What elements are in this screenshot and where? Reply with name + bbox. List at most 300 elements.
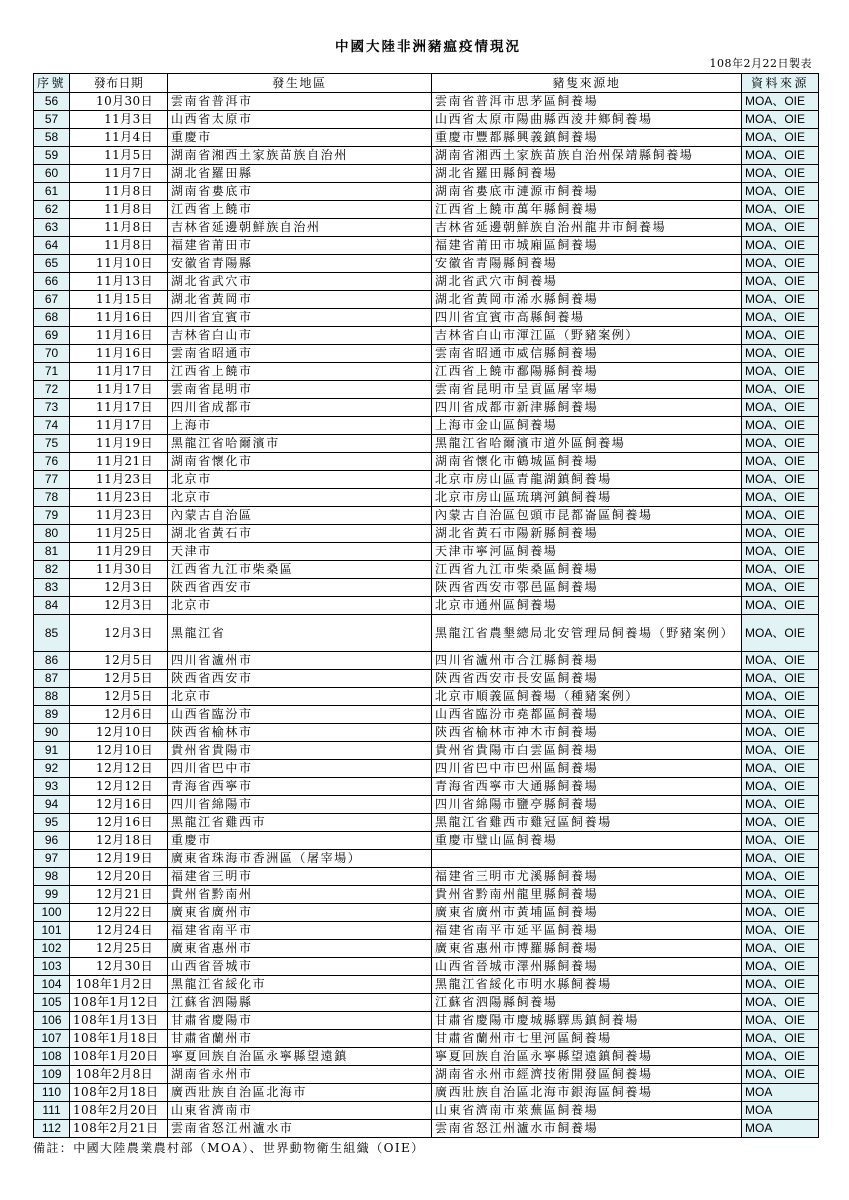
cell-date: 11月8日: [70, 201, 168, 219]
cell-source: 上海市金山區飼養場: [432, 417, 742, 435]
cell-source: 青海省西寧市大通縣飼養場: [432, 778, 742, 796]
cell-no: 78: [34, 489, 70, 507]
cell-date: 108年1月2日: [70, 976, 168, 994]
cell-ref: MOA: [742, 1084, 819, 1102]
table-row: [34, 327, 819, 345]
cell-region: 雲南省昭通市: [168, 345, 432, 363]
table-row: [34, 1012, 819, 1030]
cell-region: 江西省上饒市: [168, 201, 432, 219]
cell-date: 11月8日: [70, 237, 168, 255]
cell-no: 75: [34, 435, 70, 453]
cell-region: 重慶市: [168, 832, 432, 850]
cell-ref: MOA、OIE: [742, 922, 819, 940]
cell-no: 96: [34, 832, 70, 850]
cell-ref: MOA: [742, 1102, 819, 1120]
cell-region: 吉林省白山市: [168, 327, 432, 345]
cell-source: 貴州省貴陽市白雲區飼養場: [432, 742, 742, 760]
cell-no: 80: [34, 525, 70, 543]
cell-region: 北京市: [168, 688, 432, 706]
cell-source: 福建省三明市尤溪縣飼養場: [432, 868, 742, 886]
cell-no: 111: [34, 1102, 70, 1120]
cell-source: 湖南省懷化市鶴城區飼養場: [432, 453, 742, 471]
cell-date: 11月21日: [70, 453, 168, 471]
table-container: [33, 73, 819, 1156]
cell-region: 山西省晉城市: [168, 958, 432, 976]
cell-region: 廣東省廣州市: [168, 904, 432, 922]
cell-no: 63: [34, 219, 70, 237]
table-row: [34, 850, 819, 868]
table-row: [34, 525, 819, 543]
cell-source: 陝西省西安市鄠邑區飼養場: [432, 579, 742, 597]
cell-region: 天津市: [168, 543, 432, 561]
cell-date: 11月13日: [70, 273, 168, 291]
cell-no: 101: [34, 922, 70, 940]
cell-region: 青海省西寧市: [168, 778, 432, 796]
cell-source: 雲南省怒江州瀘水市飼養場: [432, 1120, 742, 1138]
table-row: [34, 724, 819, 742]
header-cell-date: 發布日期: [70, 74, 168, 93]
cell-no: 89: [34, 706, 70, 724]
cell-region: 江蘇省泗陽縣: [168, 994, 432, 1012]
cell-date: 11月7日: [70, 165, 168, 183]
cell-source: 天津市寧河區飼養場: [432, 543, 742, 561]
cell-date: 12月18日: [70, 832, 168, 850]
cell-date: 12月6日: [70, 706, 168, 724]
cell-ref: MOA、OIE: [742, 940, 819, 958]
cell-date: 11月16日: [70, 345, 168, 363]
cell-region: 江西省上饒市: [168, 363, 432, 381]
cell-ref: MOA、OIE: [742, 525, 819, 543]
cell-region: 四川省宜賓市: [168, 309, 432, 327]
cell-region: 山東省濟南市: [168, 1102, 432, 1120]
cell-ref: MOA、OIE: [742, 291, 819, 309]
header-row: [34, 74, 819, 93]
cell-region: 北京市: [168, 471, 432, 489]
cell-no: 86: [34, 652, 70, 670]
cell-date: 11月4日: [70, 129, 168, 147]
cell-ref: MOA、OIE: [742, 165, 819, 183]
cell-ref: MOA、OIE: [742, 381, 819, 399]
cell-ref: MOA、OIE: [742, 435, 819, 453]
cell-date: 12月3日: [70, 615, 168, 652]
cell-ref: MOA、OIE: [742, 417, 819, 435]
cell-source: 湖北省武穴市飼養場: [432, 273, 742, 291]
cell-region: 黑龍江省綏化市: [168, 976, 432, 994]
cell-region: 湖北省武穴市: [168, 273, 432, 291]
cell-region: 雲南省普洱市: [168, 93, 432, 111]
cell-region: 內蒙古自治區: [168, 507, 432, 525]
cell-date: 11月3日: [70, 111, 168, 129]
cell-date: 108年2月20日: [70, 1102, 168, 1120]
cell-ref: MOA、OIE: [742, 363, 819, 381]
cell-date: 10月30日: [70, 93, 168, 111]
table-row: [34, 507, 819, 525]
cell-date: 11月23日: [70, 471, 168, 489]
cell-ref: MOA、OIE: [742, 1030, 819, 1048]
cell-ref: MOA、OIE: [742, 471, 819, 489]
cell-region: 雲南省怒江州瀘水市: [168, 1120, 432, 1138]
cell-source: 湖南省湘西土家族苗族自治州保靖縣飼養場: [432, 147, 742, 165]
cell-ref: MOA、OIE: [742, 561, 819, 579]
cell-no: 61: [34, 183, 70, 201]
cell-region: 重慶市: [168, 129, 432, 147]
cell-date: 12月20日: [70, 868, 168, 886]
cell-ref: MOA、OIE: [742, 597, 819, 615]
cell-source: 安徽省青陽縣飼養場: [432, 255, 742, 273]
cell-region: 湖南省懷化市: [168, 453, 432, 471]
cell-date: 11月10日: [70, 255, 168, 273]
table-row: [34, 814, 819, 832]
cell-date: 12月5日: [70, 688, 168, 706]
cell-no: 64: [34, 237, 70, 255]
table-row: [34, 489, 819, 507]
table-row: [34, 435, 819, 453]
table-row: [34, 165, 819, 183]
table-row: [34, 1048, 819, 1066]
cell-date: 11月15日: [70, 291, 168, 309]
cell-no: 90: [34, 724, 70, 742]
table-row: [34, 147, 819, 165]
cell-date: 11月29日: [70, 543, 168, 561]
cell-date: 12月21日: [70, 886, 168, 904]
cell-ref: MOA、OIE: [742, 832, 819, 850]
table-row: [34, 922, 819, 940]
cell-source: 陝西省榆林市神木市飼養場: [432, 724, 742, 742]
table-row: [34, 399, 819, 417]
cell-date: 11月8日: [70, 219, 168, 237]
table-row: [34, 1066, 819, 1084]
cell-date: 12月24日: [70, 922, 168, 940]
cell-source: 雲南省昆明市呈貢區屠宰場: [432, 381, 742, 399]
cell-date: 11月25日: [70, 525, 168, 543]
cell-date: 12月22日: [70, 904, 168, 922]
cell-no: 74: [34, 417, 70, 435]
cell-region: 陝西省西安市: [168, 670, 432, 688]
cell-source: 內蒙古自治區包頭市昆都崙區飼養場: [432, 507, 742, 525]
cell-region: 湖北省黃石市: [168, 525, 432, 543]
cell-no: 99: [34, 886, 70, 904]
cell-region: 四川省綿陽市: [168, 796, 432, 814]
table-row: [34, 201, 819, 219]
cell-ref: MOA、OIE: [742, 1012, 819, 1030]
cell-ref: MOA、OIE: [742, 129, 819, 147]
cell-region: 湖北省黃岡市: [168, 291, 432, 309]
table-row: [34, 111, 819, 129]
cell-no: 71: [34, 363, 70, 381]
cell-region: 廣東省惠州市: [168, 940, 432, 958]
cell-ref: MOA、OIE: [742, 327, 819, 345]
cell-no: 110: [34, 1084, 70, 1102]
cell-no: 83: [34, 579, 70, 597]
cell-source: 四川省宜賓市高縣飼養場: [432, 309, 742, 327]
cell-date: 11月16日: [70, 309, 168, 327]
page-title: 中國大陸非洲豬瘟疫情現況: [335, 39, 521, 55]
cell-ref: MOA、OIE: [742, 724, 819, 742]
cell-ref: MOA、OIE: [742, 958, 819, 976]
cell-source: 四川省成都市新津縣飼養場: [432, 399, 742, 417]
cell-ref: MOA、OIE: [742, 886, 819, 904]
cell-date: 11月5日: [70, 147, 168, 165]
cell-no: 60: [34, 165, 70, 183]
cell-source: 吉林省白山市渾江區（野豬案例）: [432, 327, 742, 345]
table-row: [34, 561, 819, 579]
cell-source: 山西省晉城市澤州縣飼養場: [432, 958, 742, 976]
cell-region: 湖北省羅田縣: [168, 165, 432, 183]
cell-source: 吉林省延邊朝鮮族自治州龍井市飼養場: [432, 219, 742, 237]
cell-region: 湖南省湘西土家族苗族自治州: [168, 147, 432, 165]
table-row: [34, 309, 819, 327]
cell-ref: MOA: [742, 1120, 819, 1138]
cell-date: 11月19日: [70, 435, 168, 453]
cell-no: 58: [34, 129, 70, 147]
cell-ref: MOA、OIE: [742, 778, 819, 796]
cell-no: 70: [34, 345, 70, 363]
cell-no: 108: [34, 1048, 70, 1066]
cell-no: 69: [34, 327, 70, 345]
cell-ref: MOA、OIE: [742, 219, 819, 237]
table-row: [34, 1102, 819, 1120]
cell-source: 廣東省惠州市博羅縣飼養場: [432, 940, 742, 958]
cell-no: 102: [34, 940, 70, 958]
cell-source: 甘肅省蘭州市七里河區飼養場: [432, 1030, 742, 1048]
cell-no: 112: [34, 1120, 70, 1138]
cell-no: 66: [34, 273, 70, 291]
cell-ref: MOA、OIE: [742, 814, 819, 832]
cell-region: 湖南省永州市: [168, 1066, 432, 1084]
cell-ref: MOA、OIE: [742, 93, 819, 111]
cell-date: 12月3日: [70, 579, 168, 597]
cell-ref: MOA、OIE: [742, 147, 819, 165]
table-header: [34, 74, 819, 93]
table-row: [34, 93, 819, 111]
table-row: [34, 994, 819, 1012]
cell-date: 11月17日: [70, 399, 168, 417]
cell-source: 陝西省西安市長安區飼養場: [432, 670, 742, 688]
cell-no: 87: [34, 670, 70, 688]
table-row: [34, 363, 819, 381]
cell-no: 62: [34, 201, 70, 219]
table-row: [34, 886, 819, 904]
cell-region: 寧夏回族自治區永寧縣望遠鎮: [168, 1048, 432, 1066]
cell-date: 12月16日: [70, 814, 168, 832]
cell-no: 56: [34, 93, 70, 111]
cell-no: 104: [34, 976, 70, 994]
cell-region: 雲南省昆明市: [168, 381, 432, 399]
table-row: [34, 255, 819, 273]
cell-ref: MOA、OIE: [742, 850, 819, 868]
cell-ref: MOA、OIE: [742, 507, 819, 525]
cell-date: 12月19日: [70, 850, 168, 868]
cell-ref: MOA、OIE: [742, 796, 819, 814]
cell-date: 12月16日: [70, 796, 168, 814]
cell-source: 湖南省婁底市漣源市飼養場: [432, 183, 742, 201]
cell-ref: MOA、OIE: [742, 453, 819, 471]
cell-date: 108年2月8日: [70, 1066, 168, 1084]
header-cell-ref: 資料來源: [742, 74, 819, 93]
cell-date: 108年2月18日: [70, 1084, 168, 1102]
cell-no: 100: [34, 904, 70, 922]
cell-date: 11月17日: [70, 417, 168, 435]
cell-no: 88: [34, 688, 70, 706]
cell-ref: MOA、OIE: [742, 237, 819, 255]
cell-ref: MOA、OIE: [742, 742, 819, 760]
table-row: [34, 760, 819, 778]
cell-source: 重慶市豐都縣興義鎮飼養場: [432, 129, 742, 147]
cell-region: 廣東省珠海市香洲區（屠宰場）: [168, 850, 432, 868]
cell-source: 黑龍江省雞西市雞冠區飼養場: [432, 814, 742, 832]
cell-source: 北京市順義區飼養場（種豬案例）: [432, 688, 742, 706]
cell-date: 108年1月18日: [70, 1030, 168, 1048]
cell-no: 97: [34, 850, 70, 868]
cell-date: 12月5日: [70, 652, 168, 670]
header-cell-source: 豬隻來源地: [432, 74, 742, 93]
cell-date: 12月3日: [70, 597, 168, 615]
cell-date: 11月17日: [70, 381, 168, 399]
table-body: [34, 93, 819, 1138]
cell-region: 黑龍江省: [168, 615, 432, 652]
cell-source: 甘肅省慶陽市慶城縣驛馬鎮飼養場: [432, 1012, 742, 1030]
cell-ref: MOA、OIE: [742, 615, 819, 652]
cell-date: 108年2月21日: [70, 1120, 168, 1138]
cell-source: 北京市房山區琉璃河鎮飼養場: [432, 489, 742, 507]
cell-source: 湖北省黃岡市浠水縣飼養場: [432, 291, 742, 309]
cell-source: 黑龍江省綏化市明水縣飼養場: [432, 976, 742, 994]
cell-region: 廣西壯族自治區北海市: [168, 1084, 432, 1102]
cell-source: 貴州省黔南州龍里縣飼養場: [432, 886, 742, 904]
cell-no: 67: [34, 291, 70, 309]
cell-source: 福建省南平市延平區飼養場: [432, 922, 742, 940]
cell-source: 福建省莆田市城廂區飼養場: [432, 237, 742, 255]
table-row: [34, 832, 819, 850]
table-row: [34, 958, 819, 976]
cell-source: 雲南省昭通市威信縣飼養場: [432, 345, 742, 363]
table-row: [34, 543, 819, 561]
cell-source: 重慶市璧山區飼養場: [432, 832, 742, 850]
cell-no: 77: [34, 471, 70, 489]
cell-source: 雲南省普洱市思茅區飼養場: [432, 93, 742, 111]
cell-ref: MOA、OIE: [742, 183, 819, 201]
cell-no: 79: [34, 507, 70, 525]
footnote: 備註：中國大陸農業農村部（MOA）、世界動物衛生組織（OIE）: [33, 1141, 425, 1155]
table-row: [34, 1084, 819, 1102]
cell-source: 四川省綿陽市鹽亭縣飼養場: [432, 796, 742, 814]
cell-source: [432, 850, 742, 868]
cell-no: 81: [34, 543, 70, 561]
cell-no: 94: [34, 796, 70, 814]
cell-no: 73: [34, 399, 70, 417]
cell-ref: MOA、OIE: [742, 489, 819, 507]
cell-source: 江西省九江市柴桑區飼養場: [432, 561, 742, 579]
cell-date: 12月12日: [70, 760, 168, 778]
cell-source: 寧夏回族自治區永寧縣望遠鎮飼養場: [432, 1048, 742, 1066]
table-row: [34, 868, 819, 886]
cell-region: 湖南省婁底市: [168, 183, 432, 201]
cell-source: 湖北省黃石市陽新縣飼養場: [432, 525, 742, 543]
cell-source: 廣東省廣州市黃埔區飼養場: [432, 904, 742, 922]
cell-ref: MOA、OIE: [742, 201, 819, 219]
cell-ref: MOA、OIE: [742, 688, 819, 706]
table-row: [34, 615, 819, 652]
cell-ref: MOA、OIE: [742, 111, 819, 129]
cell-no: 68: [34, 309, 70, 327]
table-row: [34, 129, 819, 147]
cell-ref: MOA、OIE: [742, 273, 819, 291]
table-row: [34, 778, 819, 796]
cell-no: 106: [34, 1012, 70, 1030]
cell-no: 92: [34, 760, 70, 778]
cell-region: 陝西省榆林市: [168, 724, 432, 742]
table-row: [34, 940, 819, 958]
cell-no: 85: [34, 615, 70, 652]
cell-date: 12月10日: [70, 724, 168, 742]
cell-date: 108年1月20日: [70, 1048, 168, 1066]
cell-region: 山西省太原市: [168, 111, 432, 129]
header-cell-region: 發生地區: [168, 74, 432, 93]
cell-date: 12月10日: [70, 742, 168, 760]
cell-source: 湖北省羅田縣飼養場: [432, 165, 742, 183]
cell-ref: MOA、OIE: [742, 706, 819, 724]
cell-source: 黑龍江省哈爾濱市道外區飼養場: [432, 435, 742, 453]
cell-ref: MOA、OIE: [742, 994, 819, 1012]
table-row: [34, 976, 819, 994]
cell-source: 黑龍江省農墾總局北安管理局飼養場（野豬案例）: [432, 615, 742, 652]
cell-region: 甘肅省慶陽市: [168, 1012, 432, 1030]
cell-region: 貴州省黔南州: [168, 886, 432, 904]
cell-date: 108年1月12日: [70, 994, 168, 1012]
cell-region: 四川省瀘州市: [168, 652, 432, 670]
cell-ref: MOA、OIE: [742, 670, 819, 688]
cell-no: 93: [34, 778, 70, 796]
cell-ref: MOA、OIE: [742, 543, 819, 561]
cell-region: 甘肅省蘭州市: [168, 1030, 432, 1048]
cell-date: 11月30日: [70, 561, 168, 579]
cell-source: 四川省巴中市巴州區飼養場: [432, 760, 742, 778]
table-row: [34, 688, 819, 706]
cell-ref: MOA、OIE: [742, 1066, 819, 1084]
table-row: [34, 417, 819, 435]
cell-source: 北京市房山區青龍湖鎮飼養場: [432, 471, 742, 489]
cell-date: 12月12日: [70, 778, 168, 796]
cell-source: 山東省濟南市萊蕪區飼養場: [432, 1102, 742, 1120]
cell-no: 103: [34, 958, 70, 976]
cell-date: 11月17日: [70, 363, 168, 381]
cell-region: 吉林省延邊朝鮮族自治州: [168, 219, 432, 237]
cell-ref: MOA、OIE: [742, 976, 819, 994]
cell-date: 11月8日: [70, 183, 168, 201]
cell-region: 上海市: [168, 417, 432, 435]
table-row: [34, 219, 819, 237]
table-row: [34, 742, 819, 760]
table-row: [34, 345, 819, 363]
cell-region: 四川省巴中市: [168, 760, 432, 778]
cell-source: 江西省上饒市萬年縣飼養場: [432, 201, 742, 219]
cell-no: 59: [34, 147, 70, 165]
cell-no: 91: [34, 742, 70, 760]
cell-no: 98: [34, 868, 70, 886]
cell-no: 84: [34, 597, 70, 615]
cell-date: 11月23日: [70, 507, 168, 525]
table-row: [34, 183, 819, 201]
cell-no: 82: [34, 561, 70, 579]
cell-ref: MOA、OIE: [742, 652, 819, 670]
table-row: [34, 273, 819, 291]
cell-region: 北京市: [168, 597, 432, 615]
cell-region: 黑龍江省雞西市: [168, 814, 432, 832]
table-row: [34, 237, 819, 255]
table-row: [34, 670, 819, 688]
cell-region: 福建省三明市: [168, 868, 432, 886]
cell-no: 107: [34, 1030, 70, 1048]
